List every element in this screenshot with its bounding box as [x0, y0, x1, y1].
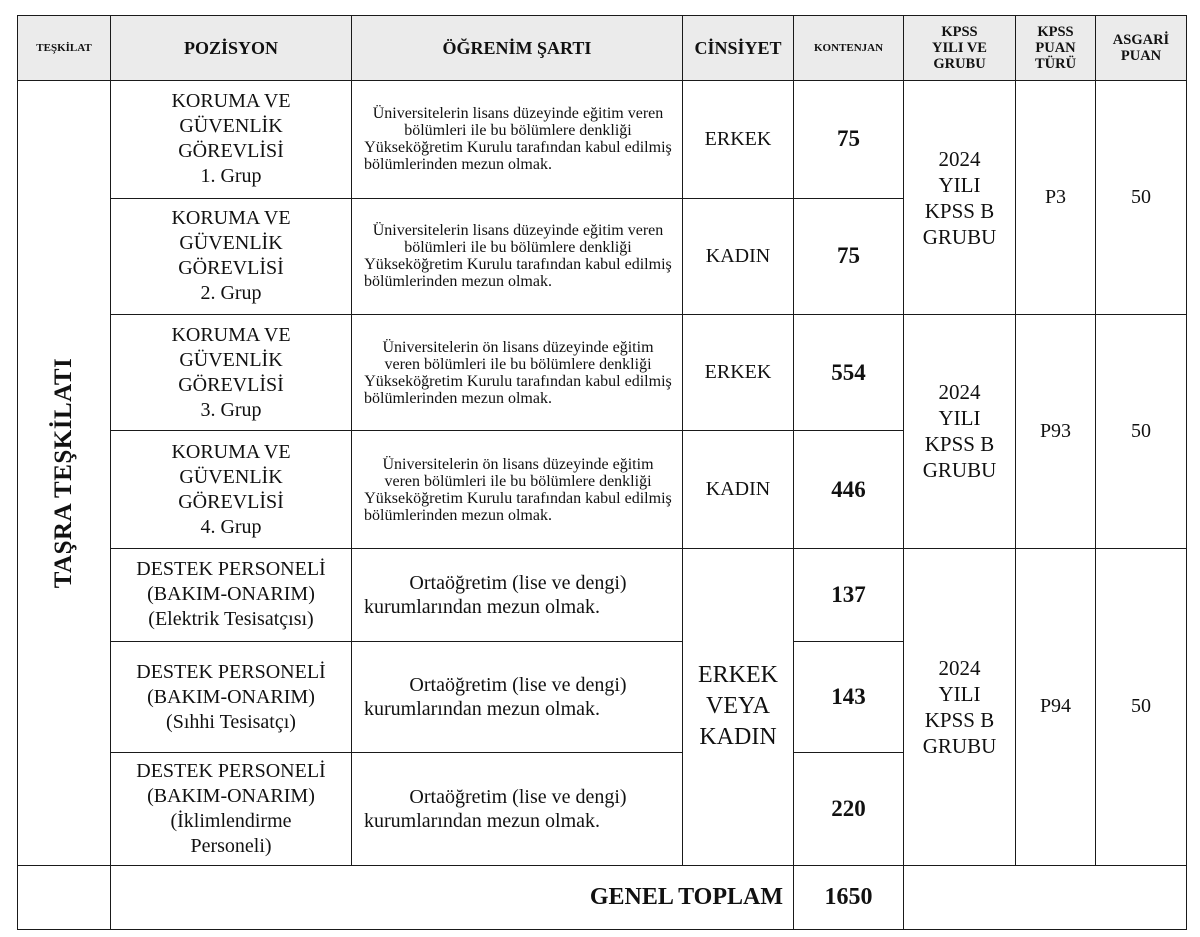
header-kontenjan: KONTENJAN [794, 16, 904, 81]
position-line: KORUMA VE [171, 440, 291, 463]
gender-cell-shared [683, 548, 794, 865]
education-requirement: Üniversitelerin lisans düzeyinde eğitim veren bölümleri ile bu bölümlere denkliği Yükseköğretim Kurulu tarafından kabul edilmiş bölümlerinden mezun olmak. [352, 198, 683, 314]
kpss-year-line: YILI [938, 406, 981, 431]
teskilat-cell [18, 81, 111, 866]
kpss-year-group-cell [904, 81, 1016, 315]
header-asgari-line2: PUAN [1120, 48, 1162, 65]
education-requirement: Üniversitelerin ön lisans düzeyinde eğitim veren bölümleri ile bu bölümlere denkliği Yükseköğretim Kurulu tarafından kabul edilmiş bölümlerinden mezun olmak. [352, 314, 683, 430]
table-row [18, 314, 1187, 430]
gender-line: VEYA [706, 693, 770, 720]
position-cell [111, 753, 352, 865]
score-type-cell: P94 [1016, 548, 1096, 865]
teskilat-label: TAŞRA TEŞKİLATI [50, 357, 77, 589]
header-puan-turu-line2: PUAN [1035, 40, 1076, 57]
position-line: Personeli) [190, 835, 272, 858]
header-kpss-yili-line2: YILI VE [932, 40, 987, 57]
position-line: GÖREVLİSİ [178, 490, 284, 513]
quota-cell: 554 [794, 314, 904, 430]
position-line: (BAKIM-ONARIM) [147, 685, 315, 708]
header-kpss-yili-line3: GRUBU [933, 56, 986, 73]
header-puan-turu-line1: KPSS [1037, 24, 1074, 41]
table-row [18, 81, 1187, 198]
header-ogrenim-sarti: ÖĞRENİM ŞARTI [352, 16, 683, 81]
kpss-year-line: GRUBU [922, 733, 997, 758]
total-row [18, 865, 1187, 929]
position-line: DESTEK PERSONELİ [136, 558, 326, 581]
position-group: 2. Grup [200, 282, 262, 305]
position-line: GÖREVLİSİ [178, 257, 284, 280]
position-cell [111, 548, 352, 641]
position-line: GÜVENLİK [179, 465, 283, 488]
quota-cell: 446 [794, 431, 904, 548]
kpss-year-line: GRUBU [922, 458, 997, 483]
kpss-year-group-cell [904, 314, 1016, 548]
kpss-year-line: KPSS B [924, 432, 995, 457]
total-row-empty-cell [18, 865, 111, 929]
position-group: 4. Grup [200, 515, 262, 538]
position-line: KORUMA VE [171, 90, 291, 113]
header-cinsiyet: CİNSİYET [683, 16, 794, 81]
gender-cell: ERKEK [683, 314, 794, 430]
position-line: (Sıhhi Tesisatçı) [166, 710, 296, 733]
header-kpss-yili-grubu [904, 16, 1016, 81]
position-line: GÖREVLİSİ [178, 140, 284, 163]
header-kpss-puan-turu [1016, 16, 1096, 81]
quota-cell: 143 [794, 642, 904, 753]
kpss-year-line: YILI [938, 681, 981, 706]
quota-cell: 137 [794, 548, 904, 641]
position-line: DESTEK PERSONELİ [136, 760, 326, 783]
kpss-year-line: KPSS B [924, 198, 995, 223]
kpss-year-line: GRUBU [922, 224, 997, 249]
position-cell [111, 431, 352, 548]
quota-cell: 220 [794, 753, 904, 865]
score-type-cell: P3 [1016, 81, 1096, 315]
table-row [18, 548, 1187, 641]
total-value: 1650 [794, 865, 904, 929]
education-requirement: Ortaöğretim (lise ve dengi) kurumlarından mezun olmak. [352, 753, 683, 865]
position-line: GÖREVLİSİ [178, 373, 284, 396]
position-line: GÜVENLİK [179, 348, 283, 371]
gender-line: KADIN [699, 724, 777, 751]
quota-cell: 75 [794, 198, 904, 314]
position-line: (Elektrik Tesisatçısı) [148, 608, 314, 631]
gender-line: ERKEK [698, 662, 778, 689]
header-pozisyon: POZİSYON [111, 16, 352, 81]
gender-cell: ERKEK [683, 81, 794, 198]
position-cell [111, 642, 352, 753]
position-line: KORUMA VE [171, 323, 291, 346]
quota-cell: 75 [794, 81, 904, 198]
kpss-year-line: 2024 [938, 380, 981, 405]
score-type-cell: P93 [1016, 314, 1096, 548]
min-score-cell: 50 [1096, 314, 1187, 548]
kpss-year-group-cell [904, 548, 1016, 865]
position-cell [111, 198, 352, 314]
min-score-cell: 50 [1096, 548, 1187, 865]
kontenjan-table [17, 15, 1187, 930]
gender-cell: KADIN [683, 198, 794, 314]
position-group: 3. Grup [200, 398, 262, 421]
position-line: (BAKIM-ONARIM) [147, 583, 315, 606]
position-line: DESTEK PERSONELİ [136, 660, 326, 683]
kpss-year-line: KPSS B [924, 707, 995, 732]
position-cell [111, 81, 352, 198]
total-row-blank-cell [904, 865, 1187, 929]
header-asgari-puan [1096, 16, 1187, 81]
education-requirement: Üniversitelerin lisans düzeyinde eğitim veren bölümleri ile bu bölümlere denkliği Yükseköğretim Kurulu tarafından kabul edilmiş bölümlerinden mezun olmak. [352, 81, 683, 198]
kpss-year-line: 2024 [938, 146, 981, 171]
position-line: GÜVENLİK [179, 232, 283, 255]
position-line: KORUMA VE [171, 207, 291, 230]
position-cell [111, 314, 352, 430]
position-line: (BAKIM-ONARIM) [147, 785, 315, 808]
education-requirement: Ortaöğretim (lise ve dengi) kurumlarından mezun olmak. [352, 548, 683, 641]
header-asgari-line1: ASGARİ [1112, 32, 1170, 49]
kpss-year-line: 2024 [938, 655, 981, 680]
position-line: (İklimlendirme [170, 810, 292, 833]
header-row [18, 16, 1187, 81]
min-score-cell: 50 [1096, 81, 1187, 315]
total-label: GENEL TOPLAM [111, 865, 794, 929]
gender-cell: KADIN [683, 431, 794, 548]
header-kpss-yili-line1: KPSS [941, 24, 978, 41]
header-puan-turu-line3: TÜRÜ [1034, 56, 1077, 73]
kpss-year-line: YILI [938, 172, 981, 197]
header-teskilat: TEŞKİLAT [18, 16, 111, 81]
position-line: GÜVENLİK [179, 115, 283, 138]
education-requirement: Ortaöğretim (lise ve dengi) kurumlarından mezun olmak. [352, 642, 683, 753]
education-requirement: Üniversitelerin ön lisans düzeyinde eğitim veren bölümleri ile bu bölümlere denkliği Yükseköğretim Kurulu tarafından kabul edilmiş bölümlerinden mezun olmak. [352, 431, 683, 548]
position-group: 1. Grup [200, 165, 262, 188]
